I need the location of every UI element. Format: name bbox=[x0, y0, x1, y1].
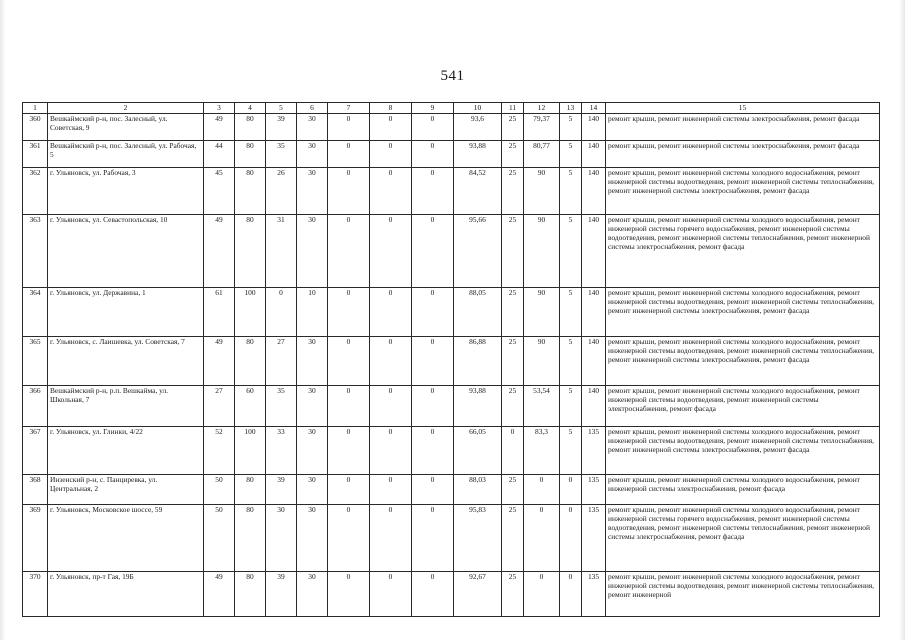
value-cell: 79,37 bbox=[524, 114, 560, 141]
table-row bbox=[23, 386, 880, 427]
value-cell: 80 bbox=[235, 337, 266, 386]
value-cell: 30 bbox=[297, 337, 328, 386]
row-number: 367 bbox=[23, 427, 48, 475]
value-cell: 0 bbox=[524, 505, 560, 572]
value-cell: 90 bbox=[524, 168, 560, 215]
table-row bbox=[23, 114, 880, 141]
value-cell: 30 bbox=[297, 114, 328, 141]
value-cell: 0 bbox=[370, 475, 412, 505]
value-cell: 25 bbox=[502, 337, 524, 386]
page-number: 541 bbox=[440, 68, 465, 84]
value-cell: 30 bbox=[297, 168, 328, 215]
value-cell: 30 bbox=[297, 386, 328, 427]
value-cell: 5 bbox=[560, 215, 582, 288]
value-cell: 0 bbox=[412, 168, 454, 215]
table-row bbox=[23, 215, 880, 288]
value-cell: 0 bbox=[524, 475, 560, 505]
value-cell: 53,54 bbox=[524, 386, 560, 427]
table-row bbox=[23, 505, 880, 572]
column-header: 4 bbox=[235, 103, 266, 114]
table-row bbox=[23, 427, 880, 475]
value-cell: 0 bbox=[502, 427, 524, 475]
value-cell: 66,05 bbox=[454, 427, 502, 475]
value-cell: 26 bbox=[266, 168, 297, 215]
value-cell: 0 bbox=[560, 572, 582, 617]
value-cell: 84,52 bbox=[454, 168, 502, 215]
value-cell: 0 bbox=[412, 427, 454, 475]
value-cell: 49 bbox=[204, 215, 235, 288]
row-number: 365 bbox=[23, 337, 48, 386]
value-cell: 5 bbox=[560, 168, 582, 215]
value-cell: 25 bbox=[502, 572, 524, 617]
column-header: 13 bbox=[560, 103, 582, 114]
value-cell: 30 bbox=[297, 475, 328, 505]
row-number: 361 bbox=[23, 141, 48, 168]
works-cell: ремонт крыши, ремонт инженерной системы электроснабжения, ремонт фасада bbox=[606, 114, 880, 141]
address-cell: г. Ульяновск, с. Лаишевка, ул. Советская, 7 bbox=[48, 337, 204, 386]
value-cell: 5 bbox=[560, 386, 582, 427]
value-cell: 88,05 bbox=[454, 288, 502, 337]
value-cell: 88,03 bbox=[454, 475, 502, 505]
value-cell: 80 bbox=[235, 475, 266, 505]
value-cell: 0 bbox=[412, 141, 454, 168]
value-cell: 39 bbox=[266, 572, 297, 617]
value-cell: 135 bbox=[582, 427, 606, 475]
value-cell: 0 bbox=[328, 386, 370, 427]
value-cell: 49 bbox=[204, 337, 235, 386]
column-header: 10 bbox=[454, 103, 502, 114]
address-cell: г. Ульяновск, ул. Севастопольская, 10 bbox=[48, 215, 204, 288]
works-cell: ремонт крыши, ремонт инженерной системы электроснабжения, ремонт фасада bbox=[606, 141, 880, 168]
column-header: 11 bbox=[502, 103, 524, 114]
value-cell: 0 bbox=[370, 386, 412, 427]
value-cell: 0 bbox=[328, 114, 370, 141]
value-cell: 33 bbox=[266, 427, 297, 475]
value-cell: 30 bbox=[297, 572, 328, 617]
value-cell: 90 bbox=[524, 215, 560, 288]
works-cell: ремонт крыши, ремонт инженерной системы холодного водоснабжения, ремонт инженерной системы водоотведения, ремонт инженерной системы электроснабжения, ремонт фасада bbox=[606, 386, 880, 427]
value-cell: 30 bbox=[297, 215, 328, 288]
value-cell: 93,88 bbox=[454, 141, 502, 168]
value-cell: 0 bbox=[370, 141, 412, 168]
value-cell: 0 bbox=[328, 427, 370, 475]
value-cell: 80 bbox=[235, 215, 266, 288]
works-cell: ремонт крыши, ремонт инженерной системы холодного водоснабжения, ремонт инженерной системы водоотведения, ремонт инженерной системы теплоснабжения, ремонт инженерной bbox=[606, 572, 880, 617]
value-cell: 80 bbox=[235, 505, 266, 572]
value-cell: 5 bbox=[560, 114, 582, 141]
row-number: 363 bbox=[23, 215, 48, 288]
value-cell: 0 bbox=[370, 215, 412, 288]
value-cell: 30 bbox=[297, 141, 328, 168]
row-number: 364 bbox=[23, 288, 48, 337]
register-table bbox=[22, 102, 880, 617]
address-cell: Инзенский р-н, с. Панциревка, ул. Центральная, 2 bbox=[48, 475, 204, 505]
scan-edge-right bbox=[899, 0, 905, 640]
works-cell: ремонт крыши, ремонт инженерной системы холодного водоснабжения, ремонт инженерной системы водоотведения, ремонт инженерной системы теплоснабжения, ремонт инженерной системы электроснабжения, ремонт фасада bbox=[606, 337, 880, 386]
value-cell: 25 bbox=[502, 215, 524, 288]
column-header: 14 bbox=[582, 103, 606, 114]
value-cell: 27 bbox=[266, 337, 297, 386]
value-cell: 80,77 bbox=[524, 141, 560, 168]
value-cell: 135 bbox=[582, 505, 606, 572]
value-cell: 90 bbox=[524, 288, 560, 337]
value-cell: 0 bbox=[412, 337, 454, 386]
value-cell: 0 bbox=[328, 168, 370, 215]
value-cell: 135 bbox=[582, 475, 606, 505]
value-cell: 86,88 bbox=[454, 337, 502, 386]
column-header: 9 bbox=[412, 103, 454, 114]
table-row bbox=[23, 572, 880, 617]
value-cell: 61 bbox=[204, 288, 235, 337]
value-cell: 140 bbox=[582, 337, 606, 386]
column-header: 1 bbox=[23, 103, 48, 114]
column-header: 12 bbox=[524, 103, 560, 114]
value-cell: 5 bbox=[560, 141, 582, 168]
header-row bbox=[23, 103, 880, 114]
column-header: 3 bbox=[204, 103, 235, 114]
value-cell: 83,3 bbox=[524, 427, 560, 475]
value-cell: 0 bbox=[328, 337, 370, 386]
scan-edge-left bbox=[0, 0, 6, 640]
value-cell: 0 bbox=[370, 572, 412, 617]
value-cell: 44 bbox=[204, 141, 235, 168]
value-cell: 39 bbox=[266, 114, 297, 141]
address-cell: г. Ульяновск, ул. Державина, 1 bbox=[48, 288, 204, 337]
column-header: 5 bbox=[266, 103, 297, 114]
value-cell: 35 bbox=[266, 386, 297, 427]
row-number: 370 bbox=[23, 572, 48, 617]
table-row bbox=[23, 168, 880, 215]
works-cell: ремонт крыши, ремонт инженерной системы холодного водоснабжения, ремонт инженерной системы горячего водоснабжения, ремонт инженерной системы водоотведения, ремонт инженерной системы теплоснабжения, ремонт инженерной системы электроснабжения, ремонт фасада bbox=[606, 215, 880, 288]
value-cell: 45 bbox=[204, 168, 235, 215]
value-cell: 5 bbox=[560, 427, 582, 475]
works-cell: ремонт крыши, ремонт инженерной системы холодного водоснабжения, ремонт инженерной системы горячего водоснабжения, ремонт инженерной системы водоотведения, ремонт инженерной системы теплоснабжения, ремонт инженерной системы электроснабжения, ремонт фасада bbox=[606, 505, 880, 572]
address-cell: Вешкаймский р-н, р.п. Вешкайма, ул. Школьная, 7 bbox=[48, 386, 204, 427]
value-cell: 140 bbox=[582, 288, 606, 337]
value-cell: 140 bbox=[582, 168, 606, 215]
value-cell: 140 bbox=[582, 114, 606, 141]
value-cell: 49 bbox=[204, 572, 235, 617]
value-cell: 0 bbox=[266, 288, 297, 337]
value-cell: 27 bbox=[204, 386, 235, 427]
value-cell: 0 bbox=[412, 505, 454, 572]
value-cell: 0 bbox=[370, 288, 412, 337]
address-cell: Вешкаймский р-н, пос. Залесный, ул. Рабочая, 5 bbox=[48, 141, 204, 168]
table-row bbox=[23, 141, 880, 168]
value-cell: 90 bbox=[524, 337, 560, 386]
value-cell: 0 bbox=[370, 114, 412, 141]
value-cell: 5 bbox=[560, 337, 582, 386]
value-cell: 80 bbox=[235, 114, 266, 141]
value-cell: 30 bbox=[266, 505, 297, 572]
value-cell: 0 bbox=[370, 337, 412, 386]
row-number: 366 bbox=[23, 386, 48, 427]
value-cell: 0 bbox=[328, 572, 370, 617]
row-number: 368 bbox=[23, 475, 48, 505]
value-cell: 0 bbox=[370, 427, 412, 475]
value-cell: 0 bbox=[560, 475, 582, 505]
value-cell: 0 bbox=[328, 141, 370, 168]
row-number: 369 bbox=[23, 505, 48, 572]
value-cell: 80 bbox=[235, 572, 266, 617]
value-cell: 0 bbox=[412, 475, 454, 505]
value-cell: 0 bbox=[560, 505, 582, 572]
value-cell: 95,83 bbox=[454, 505, 502, 572]
value-cell: 80 bbox=[235, 141, 266, 168]
value-cell: 93,6 bbox=[454, 114, 502, 141]
value-cell: 0 bbox=[412, 288, 454, 337]
value-cell: 25 bbox=[502, 475, 524, 505]
table-row bbox=[23, 337, 880, 386]
value-cell: 0 bbox=[370, 505, 412, 572]
value-cell: 0 bbox=[328, 215, 370, 288]
value-cell: 0 bbox=[524, 572, 560, 617]
address-cell: г. Ульяновск, ул. Глинки, 4/22 bbox=[48, 427, 204, 475]
value-cell: 92,67 bbox=[454, 572, 502, 617]
works-cell: ремонт крыши, ремонт инженерной системы холодного водоснабжения, ремонт инженерной системы водоотведения, ремонт инженерной системы теплоснабжения, ремонт инженерной системы электроснабжения, ремонт фасада bbox=[606, 427, 880, 475]
value-cell: 25 bbox=[502, 141, 524, 168]
value-cell: 52 bbox=[204, 427, 235, 475]
works-cell: ремонт крыши, ремонт инженерной системы холодного водоснабжения, ремонт инженерной системы электроснабжения, ремонт фасада bbox=[606, 475, 880, 505]
value-cell: 0 bbox=[412, 572, 454, 617]
column-header: 8 bbox=[370, 103, 412, 114]
table-row bbox=[23, 288, 880, 337]
value-cell: 35 bbox=[266, 141, 297, 168]
value-cell: 0 bbox=[412, 386, 454, 427]
value-cell: 50 bbox=[204, 475, 235, 505]
works-cell: ремонт крыши, ремонт инженерной системы холодного водоснабжения, ремонт инженерной системы водоотведения, ремонт инженерной системы теплоснабжения, ремонт инженерной системы электроснабжения, ремонт фасада bbox=[606, 288, 880, 337]
value-cell: 25 bbox=[502, 288, 524, 337]
address-cell: г. Ульяновск, пр-т Гая, 19Б bbox=[48, 572, 204, 617]
value-cell: 0 bbox=[412, 215, 454, 288]
column-header: 15 bbox=[606, 103, 880, 114]
column-header: 2 bbox=[48, 103, 204, 114]
value-cell: 10 bbox=[297, 288, 328, 337]
value-cell: 0 bbox=[412, 114, 454, 141]
value-cell: 50 bbox=[204, 505, 235, 572]
value-cell: 30 bbox=[297, 427, 328, 475]
address-cell: г. Ульяновск, ул. Рабочая, 3 bbox=[48, 168, 204, 215]
value-cell: 30 bbox=[297, 505, 328, 572]
column-header: 7 bbox=[328, 103, 370, 114]
value-cell: 5 bbox=[560, 288, 582, 337]
table-row bbox=[23, 475, 880, 505]
value-cell: 140 bbox=[582, 215, 606, 288]
value-cell: 93,88 bbox=[454, 386, 502, 427]
row-number: 362 bbox=[23, 168, 48, 215]
value-cell: 31 bbox=[266, 215, 297, 288]
value-cell: 80 bbox=[235, 168, 266, 215]
value-cell: 135 bbox=[582, 572, 606, 617]
row-number: 360 bbox=[23, 114, 48, 141]
value-cell: 140 bbox=[582, 386, 606, 427]
column-header: 6 bbox=[297, 103, 328, 114]
value-cell: 0 bbox=[328, 475, 370, 505]
address-cell: г. Ульяновск, Московское шоссе, 59 bbox=[48, 505, 204, 572]
value-cell: 95,66 bbox=[454, 215, 502, 288]
value-cell: 25 bbox=[502, 505, 524, 572]
value-cell: 140 bbox=[582, 141, 606, 168]
value-cell: 100 bbox=[235, 427, 266, 475]
value-cell: 0 bbox=[370, 168, 412, 215]
address-cell: Вешкаймский р-н, пос. Залесный, ул. Советская, 9 bbox=[48, 114, 204, 141]
value-cell: 60 bbox=[235, 386, 266, 427]
value-cell: 100 bbox=[235, 288, 266, 337]
value-cell: 0 bbox=[328, 505, 370, 572]
value-cell: 39 bbox=[266, 475, 297, 505]
value-cell: 25 bbox=[502, 168, 524, 215]
value-cell: 49 bbox=[204, 114, 235, 141]
value-cell: 25 bbox=[502, 386, 524, 427]
value-cell: 25 bbox=[502, 114, 524, 141]
value-cell: 0 bbox=[328, 288, 370, 337]
works-cell: ремонт крыши, ремонт инженерной системы холодного водоснабжения, ремонт инженерной системы водоотведения, ремонт инженерной системы теплоснабжения, ремонт инженерной системы электроснабжения, ремонт фасада bbox=[606, 168, 880, 215]
